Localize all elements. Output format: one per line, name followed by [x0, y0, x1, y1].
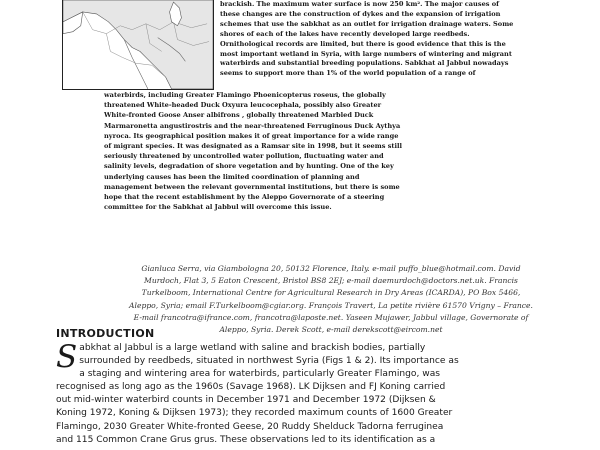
abstract-line: of migrant species. It was designated as a Ramsar site in 1998, but it seems still: [104, 142, 402, 151]
section-heading-introduction: INTRODUCTION: [56, 327, 155, 340]
intro-line: out mid-winter waterbird counts in December 1971 and December 1972 (Dijksen &: [56, 395, 436, 406]
intro-line: surrounded by reedbeds, situated in northwest Syria (Figs 1 & 2). Its importance as: [79, 356, 459, 367]
abstract-line: shores of each of the lakes have recently developed large reedbeds.: [220, 29, 470, 38]
abstract-line: salinity levels, degradation of shore vegetation and by hunting. One of the key: [104, 162, 394, 171]
intro-line: a staging and wintering area for waterbirds, particularly Greater Flamingo, was: [79, 369, 440, 380]
abstract-line: schemes that use the sabkhat as an outlet for irrigation drainage waters. Some: [220, 19, 514, 28]
abstract-line: threatened White-headed Duck Oxyura leucocephala, possibly also Greater: [104, 101, 382, 110]
intro-line: recognised as long ago as the 1960s (Savage 1968). LK Dijksen and FJ Koning carried: [56, 382, 446, 393]
abstract-line: seriously threatened by uncontrolled water pollution, fluctuating water and: [104, 152, 384, 161]
drop-cap-letter: S: [56, 339, 78, 375]
author-line: Aleppo, Syria; email F.Turkelboom@cgiar.org. François Travert, La petite rivière 61570 Vrigny – France.: [129, 300, 533, 310]
middle-east-map-graphic: [63, 0, 213, 89]
author-line: Murdoch, Flat 3, 5 Eaton Crescent, Bristol BS8 2EJ; e-mail daemurdoch@doctors.net.uk. Francis: [144, 276, 518, 286]
abstract-line: Ornithological records are limited, but there is good evidence that this is the: [220, 39, 506, 48]
abstract-line: brackish. The maximum water surface is now 250 km². The major causes of: [220, 0, 500, 8]
abstract-text-top: [220, 0, 550, 79]
abstract-line: seems to support more than 1% of the world population of a range of: [220, 69, 476, 78]
author-line: E-mail francotra@ifrance.com, francotra@laposte.net. Yaseen Mujawer, Jabbul village, Governorate of: [133, 312, 529, 322]
abstract-line: management between the relevant governmental institutions, but there is some: [104, 182, 400, 191]
abstract-line: waterbirds, including Greater Flamingo Phoenicopterus roseus, the globally: [104, 91, 386, 99]
intro-line: Koning 1972, Koning & Dijksen 1973); they recorded maximum counts of 1600 Greater: [56, 408, 453, 419]
abstract-line: committee for the Sabkhat al Jabbul will overcome this issue.: [104, 203, 332, 212]
abstract-line: hope that the recent establishment by the Aleppo Governorate of a steering: [104, 193, 385, 202]
location-map-figure: [62, 0, 214, 90]
abstract-line: nyroca. Its geographical position makes it of great importance for a wide range: [104, 131, 399, 140]
author-line: Aleppo, Syria. Derek Scott, e-mail derekscott@eircom.net: [219, 325, 443, 335]
intro-line: and 115 Common Crane Grus grus. These observations led to its identification as a: [56, 434, 436, 445]
intro-line: abkhat al Jabbul is a large wetland with saline and brackish bodies, partially: [79, 343, 426, 353]
abstract-line: most important wetland in Syria, with large numbers of wintering and migrant: [220, 49, 512, 58]
abstract-text-continued: [104, 90, 550, 212]
author-line: Gianluca Serra, via Giambologna 20, 50132 Florence, Italy. e-mail puffo_blue@hotmail.com. David: [141, 264, 521, 273]
author-line: Turkelboom, International Centre for Agricultural Research in Dry Areas (ICARDA), PO Box 5466,: [141, 288, 521, 298]
abstract-line: waterbirds and substantial breeding populations. Sabkhat al Jabbul nowadays: [220, 59, 509, 68]
introduction-paragraph: [56, 339, 546, 447]
abstract-line: White-fronted Goose Anser albifrons , globally threatened Marbled Duck: [104, 111, 374, 120]
abstract-line: Marmaronetta angustirostris and the near-threatened Ferruginous Duck Aythya: [104, 121, 401, 130]
author-affiliations: [96, 263, 566, 336]
abstract-line: these changes are the construction of dykes and the expansion of irrigation: [220, 9, 501, 18]
abstract-line: underlying causes has been the limited coordination of planning and: [104, 172, 360, 181]
intro-line: Flamingo, 2030 Greater White-fronted Geese, 20 Ruddy Shelduck Tadorna ferruginea: [56, 421, 444, 432]
